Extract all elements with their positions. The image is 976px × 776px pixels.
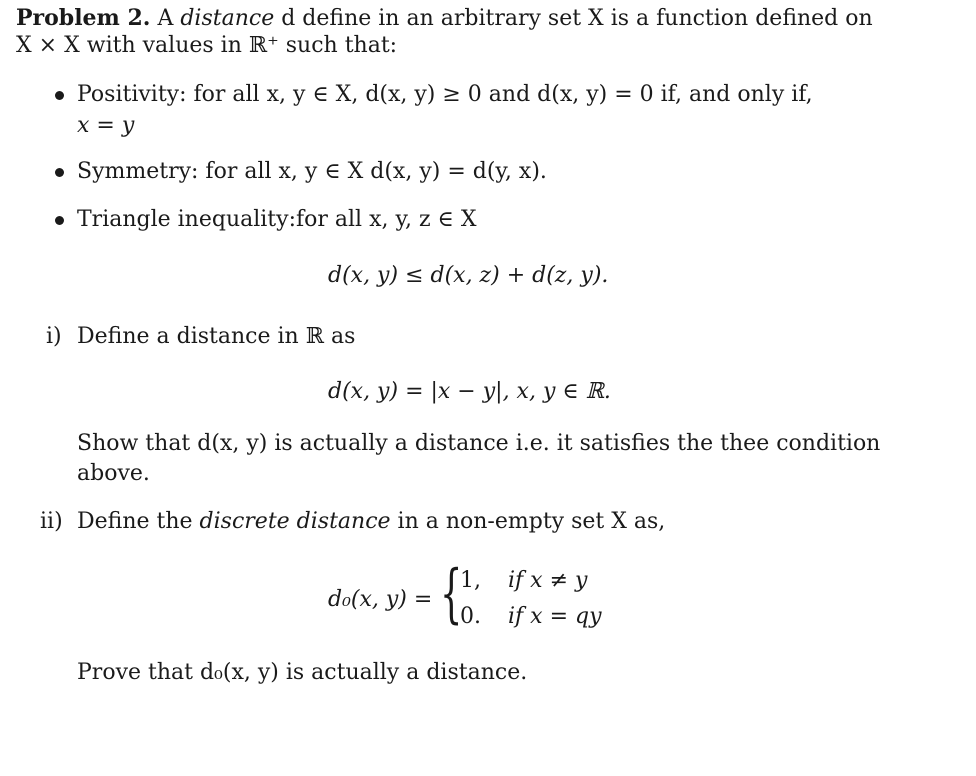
part-ii-text (77, 508, 665, 536)
part-ii-term-discrete-distance: discrete distance (199, 509, 391, 534)
discrete-distance-lhs: d₀(x, y) = (328, 587, 433, 612)
part-ii-text-c: in a non-empty set X as, (390, 509, 666, 534)
part-i-task-line-1: Show that d(x, y) is actually a distance i.e. it satisfies the thee condition (77, 431, 881, 456)
part-i-text: Define a distance in ℝ as (77, 324, 356, 349)
triangle-inequality-formula: d(x, y) ≤ d(x, z) + d(z, y). (328, 263, 609, 288)
part-ii-task: Prove that d₀(x, y) is actually a distance. (77, 660, 528, 685)
case-1-condition: if x ≠ y (508, 568, 588, 593)
part-i-label: i) (46, 324, 62, 349)
intro-term-distance: distance (180, 6, 275, 31)
bullet-triangle (55, 216, 64, 225)
problem-label: Problem 2. (16, 5, 151, 31)
part-ii-label: ii) (40, 509, 63, 534)
condition-positivity-line-2: x = y (77, 113, 135, 138)
problem-intro-line-2: X × X with values in ℝ⁺ such that: (16, 33, 398, 58)
case-1-value: 1, (460, 568, 481, 593)
condition-triangle: Triangle inequality:for all x, y, z ∈ X (77, 207, 477, 232)
bullet-symmetry (55, 168, 64, 177)
intro-text-a: A (157, 6, 181, 31)
intro-text-c: d define in an arbitrary set X is a function defined on (274, 6, 873, 31)
part-i-task-line-2: above. (77, 461, 150, 486)
problem-intro-line-1 (16, 4, 873, 33)
condition-positivity-line-1: Positivity: for all x, y ∈ X, d(x, y) ≥ 0 and d(x, y) = 0 if, and only if, (77, 82, 813, 107)
part-ii-text-a: Define the (77, 509, 200, 534)
case-2-condition: if x = qy (508, 604, 602, 629)
part-i-formula: d(x, y) = |x − y|, x, y ∈ ℝ. (328, 379, 611, 404)
cases-brace: { (440, 557, 463, 631)
case-2-value: 0. (460, 604, 481, 629)
bullet-positivity (55, 91, 64, 100)
condition-symmetry: Symmetry: for all x, y ∈ X d(x, y) = d(y, x). (77, 159, 547, 184)
